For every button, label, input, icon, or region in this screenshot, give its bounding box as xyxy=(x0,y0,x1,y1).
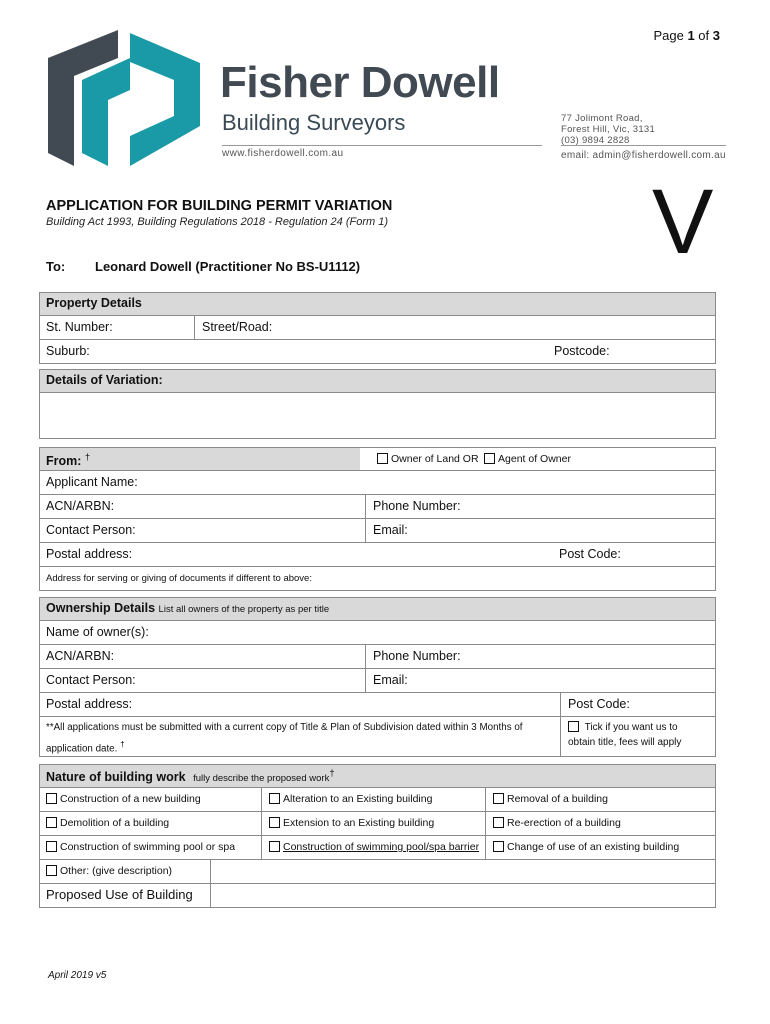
obtain-title-checkbox[interactable] xyxy=(568,721,579,732)
option-pool-barrier[interactable]: Construction of swimming pool/spa barrier xyxy=(263,836,485,859)
title-note: **All applications must be submitted with a current copy of Title & Plan of Subdivision dated within 3 Months of application date. † xyxy=(46,722,523,755)
page-number: Page 1 of 3 xyxy=(653,28,720,43)
variation-heading: Details of Variation: xyxy=(40,370,715,392)
proposed-use-field[interactable] xyxy=(212,884,712,907)
option-checkbox[interactable] xyxy=(493,841,504,852)
owner-phone-field[interactable]: Phone Number: xyxy=(373,649,461,663)
property-row-2 xyxy=(40,339,715,363)
property-row-1 xyxy=(40,315,715,339)
option-swimming-pool[interactable]: Construction of swimming pool or spa xyxy=(40,836,241,859)
from-section xyxy=(39,447,716,591)
fisher-dowell-logo-icon xyxy=(46,28,202,168)
option-demolition[interactable]: Demolition of a building xyxy=(40,812,175,835)
owner-email-field[interactable]: Email: xyxy=(373,673,408,687)
from-postal-row xyxy=(40,542,715,566)
proposed-use-row xyxy=(40,883,715,907)
option-checkbox[interactable] xyxy=(493,793,504,804)
owner-postal-field[interactable]: Postal address: xyxy=(46,697,133,711)
owner-postcode-field[interactable]: Post Code: xyxy=(568,697,630,711)
from-phone-field[interactable]: Phone Number: xyxy=(373,499,461,513)
option-checkbox[interactable] xyxy=(46,793,57,804)
postcode-field[interactable]: Postcode: xyxy=(554,344,610,358)
to-label: To: xyxy=(46,259,66,274)
title-note-row xyxy=(40,716,715,756)
page-title: APPLICATION FOR BUILDING PERMIT VARIATION xyxy=(46,198,393,214)
variation-section xyxy=(39,369,716,439)
from-acn-row xyxy=(40,494,715,518)
from-postal-field[interactable]: Postal address: xyxy=(46,547,133,561)
nature-row-1 xyxy=(40,787,715,811)
from-postcode-field[interactable]: Post Code: xyxy=(559,547,621,561)
to-value: Leonard Dowell (Practitioner No BS-U1112) xyxy=(95,259,361,274)
applicant-type-options: Owner of Land OR Agent of Owner xyxy=(371,448,577,470)
nature-section xyxy=(39,764,716,908)
page-subtitle: Building Act 1993, Building Regulations 2018 - Regulation 24 (Form 1) xyxy=(46,216,389,228)
owner-names-field[interactable]: Name of owner(s): xyxy=(40,620,715,644)
form-letter: V xyxy=(652,171,714,273)
brand-subtitle: Building Surveyors xyxy=(222,110,406,135)
from-contact-field[interactable]: Contact Person: xyxy=(46,523,136,537)
owner-contact-row xyxy=(40,668,715,692)
variation-details-field[interactable] xyxy=(40,392,715,438)
header-divider-left xyxy=(222,145,542,146)
from-heading-row xyxy=(40,448,715,470)
owner-contact-field[interactable]: Contact Person: xyxy=(46,673,136,687)
option-checkbox[interactable] xyxy=(493,817,504,828)
from-acn-field[interactable]: ACN/ARBN: xyxy=(46,499,115,513)
ownership-heading: Ownership Details List all owners of the property as per title xyxy=(40,598,715,620)
option-checkbox[interactable] xyxy=(269,817,280,828)
option-other[interactable]: Other: (give description) xyxy=(40,860,178,883)
suburb-field[interactable]: Suburb: xyxy=(46,344,90,358)
brand-name: Fisher Dowell xyxy=(220,58,500,107)
other-description-field[interactable] xyxy=(212,860,712,883)
nature-row-other xyxy=(40,859,715,883)
nature-row-3 xyxy=(40,835,715,859)
option-checkbox[interactable] xyxy=(269,793,280,804)
serving-address-field[interactable]: Address for serving or giving of documents if different to above: xyxy=(40,566,715,590)
option-checkbox[interactable] xyxy=(46,841,57,852)
option-checkbox[interactable] xyxy=(46,865,57,876)
option-extension[interactable]: Extension to an Existing building xyxy=(263,812,440,835)
website-link[interactable]: www.fisherdowell.com.au xyxy=(222,148,344,159)
option-re-erection[interactable]: Re-erection of a building xyxy=(487,812,627,835)
nature-row-2 xyxy=(40,811,715,835)
option-removal[interactable]: Removal of a building xyxy=(487,788,614,811)
option-alteration[interactable]: Alteration to an Existing building xyxy=(263,788,438,811)
from-email-field[interactable]: Email: xyxy=(373,523,408,537)
from-contact-row xyxy=(40,518,715,542)
option-checkbox[interactable] xyxy=(269,841,280,852)
agent-of-owner-checkbox[interactable] xyxy=(484,453,495,464)
ownership-section xyxy=(39,597,716,757)
property-details-heading: Property Details xyxy=(40,293,715,315)
company-email[interactable]: email: admin@fisherdowell.com.au xyxy=(561,150,726,161)
st-number-field[interactable]: St. Number: xyxy=(46,320,113,334)
street-road-field[interactable]: Street/Road: xyxy=(202,320,273,334)
from-heading: From: † xyxy=(40,448,360,470)
owner-acn-row xyxy=(40,644,715,668)
owner-postal-row xyxy=(40,692,715,716)
nature-heading: Nature of building work fully describe the proposed work† xyxy=(40,765,715,787)
owner-acn-field[interactable]: ACN/ARBN: xyxy=(46,649,115,663)
owner-of-land-checkbox[interactable] xyxy=(377,453,388,464)
option-checkbox[interactable] xyxy=(46,817,57,828)
option-new-building[interactable]: Construction of a new building xyxy=(40,788,207,811)
proposed-use-label: Proposed Use of Building xyxy=(46,887,193,902)
property-details-section xyxy=(39,292,716,364)
obtain-title-option: Tick if you want us to obtain title, fees will apply xyxy=(568,722,682,748)
option-change-of-use[interactable]: Change of use of an existing building xyxy=(487,836,685,859)
applicant-name-field[interactable]: Applicant Name: xyxy=(40,470,715,494)
version-footer: April 2019 v5 xyxy=(48,970,107,981)
company-address: 77 Jolimont Road, Forest Hill, Vic, 3131 (03) 9894 2828 xyxy=(561,113,656,146)
